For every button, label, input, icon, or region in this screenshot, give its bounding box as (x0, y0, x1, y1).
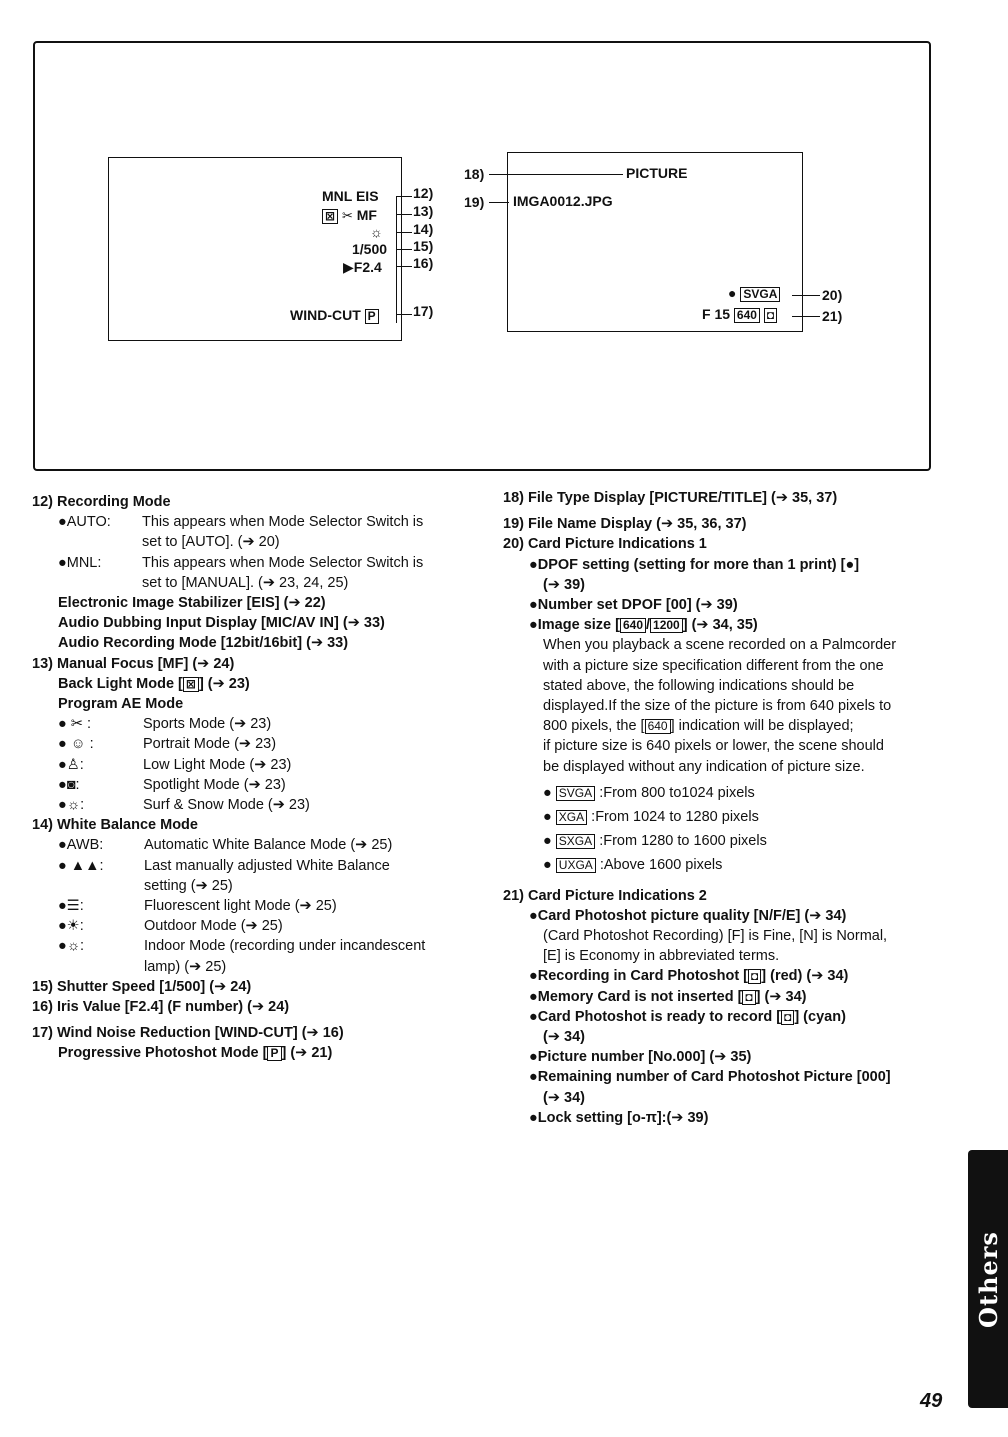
lock-line (503, 1108, 943, 1128)
size-para-4: displayed.If the size of the picture is from 640 pixels to (543, 698, 892, 715)
callout-17: 17) (413, 303, 434, 319)
heading-12: 12) Recording Mode (32, 494, 171, 510)
callout-line-19 (489, 202, 509, 203)
callout-20: 20) (822, 287, 843, 303)
size-para-3: stated above, the following indications should be (543, 677, 855, 694)
dpof-dot-icon: ● (728, 285, 737, 301)
file-name-label: IMGA0012.JPG (513, 193, 613, 209)
section-tab (968, 1150, 1008, 1408)
ready-text-b: ] (cyan) (794, 1008, 846, 1025)
heading-21: 21) Card Picture Indications 2 (503, 887, 707, 904)
surf-snow-mode-icon: ●☼: (58, 797, 85, 814)
card-photoshot-rec-icon: ◘ (748, 969, 761, 984)
size-para-5b: ] indication will be displayed; (670, 718, 854, 735)
progressive-line (32, 1043, 472, 1063)
callout-14: 14) (413, 221, 434, 237)
progressive-text-b: ] (➔ 21) (281, 1045, 333, 1062)
callout-line-17 (396, 314, 412, 315)
awb-sun-icon: ☼ (370, 224, 383, 240)
size-para-5a: 800 pixels, the [ (543, 718, 645, 735)
image-size-text-a: ●Image size [ (529, 617, 620, 634)
osd-mnl-eis: MNL EIS (322, 188, 379, 204)
heading-14: 14) White Balance Mode (32, 817, 198, 834)
heading-17: 17) Wind Noise Reduction [WIND-CUT] (➔ 16) (32, 1025, 344, 1042)
callout-16: 16) (413, 255, 434, 271)
surf-snow-mode-text: Surf & Snow Mode (➔ 23) (143, 797, 310, 814)
portrait-mode-text: Portrait Mode (➔ 23) (143, 736, 277, 753)
dpof-line-1: ●DPOF setting (setting for more than 1 print) [●] (529, 556, 860, 573)
backlight-text-a: Back Light Mode [ (58, 675, 183, 692)
callout-line-20 (792, 295, 820, 296)
eis-line: Electronic Image Stabilizer [EIS] (➔ 22) (58, 595, 326, 612)
sxga-icon: SXGA (556, 834, 595, 849)
quality-line-1: ●Card Photoshot picture quality [N/F/E] (➔ 34) (529, 907, 847, 924)
callout-18: 18) (464, 166, 485, 182)
uxga-text: :Above 1600 pixels (599, 857, 723, 874)
dubbing-line: Audio Dubbing Input Display [MIC/AV IN] (➔ 33) (58, 615, 385, 632)
fluorescent-icon: ●☰: (58, 898, 84, 915)
osd-mf-row (322, 207, 377, 224)
indoor-text-1: Indoor Mode (recording under incandescent (144, 938, 426, 955)
callout-line-12 (396, 196, 412, 197)
sports-mode-text: Sports Mode (➔ 23) (143, 716, 272, 733)
size-xga-item: ● XGA :From 1024 to 1280 pixels (543, 809, 759, 826)
xga-icon: XGA (556, 810, 587, 825)
size-para-7: be displayed without any indication of picture size. (543, 758, 865, 775)
uxga-icon: UXGA (556, 858, 596, 873)
portrait-mode-item (32, 734, 472, 754)
auto-text-1: This appears when Mode Selector Switch is (142, 514, 424, 531)
callout-line-21 (792, 316, 820, 317)
osd-iris: ▶F2.4 (343, 259, 382, 275)
size-uxga-item: ● UXGA :Above 1600 pixels (543, 857, 723, 874)
awb-item (32, 835, 472, 855)
back-light-mode-icon: ⊠ (183, 677, 199, 692)
sxga-text: :From 1280 to 1600 pixels (599, 833, 767, 850)
audio-rec-line: Audio Recording Mode [12bit/16bit] (➔ 33) (58, 635, 349, 652)
size-1200-icon: 1200 (650, 618, 683, 633)
callout-13: 13) (413, 203, 434, 219)
number-set-line: ●Number set DPOF [00] (➔ 39) (529, 597, 738, 614)
mnl-text-2: set to [MANUAL]. (➔ 23, 24, 25) (142, 574, 349, 591)
osd-wind-cut-label: WIND-CUT (290, 307, 361, 323)
indoor-item (32, 936, 472, 956)
low-light-mode-text: Low Light Mode (➔ 23) (143, 756, 292, 773)
left-column (32, 492, 472, 1064)
right-column (503, 488, 943, 1128)
auto-key: ●AUTO: (58, 514, 111, 531)
sports-mode-icon: ● ✂ : (58, 716, 92, 733)
heading-16: 16) Iris Value [F2.4] (F number) (➔ 24) (32, 999, 290, 1016)
awb-key: ●AWB: (58, 837, 104, 854)
callout-line-13 (396, 214, 412, 215)
file-type-label: PICTURE (626, 165, 688, 181)
mnl-item (32, 553, 472, 573)
size-para-5 (503, 716, 943, 736)
spotlight-mode-text: Spotlight Mode (➔ 23) (143, 776, 286, 793)
awb-text: Automatic White Balance Mode (➔ 25) (144, 837, 393, 854)
surf-snow-mode-item (32, 795, 472, 815)
remaining-line-2: (➔ 34) (543, 1089, 585, 1106)
callout-19: 19) (464, 194, 485, 210)
image-size-line (503, 615, 943, 635)
size-640-inline-icon: 640 (645, 719, 671, 734)
outdoor-text: Outdoor Mode (➔ 25) (144, 918, 283, 935)
xga-text: :From 1024 to 1280 pixels (591, 809, 759, 826)
backlight-text-b: ] (➔ 23) (198, 675, 250, 692)
portrait-mode-icon: ● ☺ : (58, 736, 94, 753)
back-light-icon: ⊠ (322, 209, 338, 224)
callout-12: 12) (413, 185, 434, 201)
callout-line-18 (489, 174, 623, 175)
size-sxga-item: ● SXGA :From 1280 to 1600 pixels (543, 833, 767, 850)
size-para-6: if picture size is 640 pixels or lower, the scene should (543, 738, 884, 755)
sports-mode-icon: ✂ (341, 208, 353, 223)
card-not-inserted-icon: ◘ (742, 990, 755, 1005)
heading-19: 19) File Name Display (➔ 35, 36, 37) (503, 516, 747, 533)
lock-text-a: ●Lock setting [ (529, 1109, 633, 1126)
card-ready-icon: ◘ (781, 1010, 794, 1025)
heading-13: 13) Manual Focus [MF] (➔ 24) (32, 655, 235, 672)
size-640-box: 640 (734, 308, 760, 323)
card-photoshot-icon: ◘ (764, 308, 777, 323)
page-number: 49 (920, 1390, 943, 1412)
memory-text-b: ] (➔ 34) (755, 988, 807, 1005)
callout-15: 15) (413, 238, 434, 254)
ready-line (503, 1007, 943, 1027)
callout-line-15 (396, 249, 412, 250)
osd-quality-row (702, 306, 777, 323)
progressive-mode-box: P (267, 1046, 281, 1061)
auto-text-2: set to [AUTO]. (➔ 20) (142, 534, 280, 551)
callout-21: 21) (822, 308, 843, 324)
recording-text-b: ] (red) (➔ 34) (761, 968, 849, 985)
indoor-text-2: lamp) (➔ 25) (144, 958, 227, 975)
memory-card-line (503, 987, 943, 1007)
mnl-text-1: This appears when Mode Selector Switch is (142, 554, 424, 571)
low-light-mode-item (32, 755, 472, 775)
picture-number-line: ●Picture number [No.000] (➔ 35) (529, 1049, 752, 1066)
size-svga-item: ● SVGA :From 800 to1024 pixels (543, 784, 755, 801)
heading-18: 18) File Type Display [PICTURE/TITLE] (➔ 35, 37) (503, 490, 838, 506)
auto-item (32, 512, 472, 532)
program-ae-line: Program AE Mode (58, 696, 184, 713)
recording-line (503, 966, 943, 986)
osd-wind-cut (290, 307, 379, 324)
last-wb-text-2: setting (➔ 25) (144, 877, 233, 894)
quality-line-3: [E] is Economy in abbreviated terms. (543, 948, 780, 965)
fluorescent-text: Fluorescent light Mode (➔ 25) (144, 898, 337, 915)
dpof-line-2: (➔ 39) (543, 576, 585, 593)
section-tab-label: Others (973, 1230, 1003, 1328)
low-light-mode-icon: ●♙: (58, 756, 84, 773)
image-size-sep: / (646, 617, 651, 634)
osd-dpof-size (728, 285, 780, 302)
image-size-text-b: ] (➔ 34, 35) (682, 617, 758, 634)
backlight-line (32, 674, 472, 694)
ready-line-2: (➔ 34) (543, 1029, 585, 1046)
svga-text: :From 800 to1024 pixels (599, 784, 755, 801)
lock-text-b: ]:(➔ 39) (656, 1109, 709, 1126)
sports-mode-item (32, 714, 472, 734)
callout-line-14 (396, 232, 412, 233)
osd-shutter: 1/500 (352, 241, 388, 257)
callout-line-16 (396, 266, 412, 267)
spotlight-mode-item (32, 775, 472, 795)
remaining-line-1: ●Remaining number of Card Photoshot Picture [000] (529, 1069, 891, 1086)
spotlight-mode-icon: ●◙: (58, 776, 80, 793)
outdoor-sun-icon: ●☀: (58, 918, 84, 935)
progressive-text-a: Progressive Photoshot Mode [ (58, 1045, 268, 1062)
last-wb-item (32, 856, 472, 876)
progressive-box: P (365, 309, 379, 324)
quality-remaining: F 15 (702, 306, 731, 322)
svga-box: SVGA (740, 287, 780, 302)
indoor-lamp-icon: ●☼: (58, 938, 85, 955)
fluorescent-item (32, 896, 472, 916)
heading-15: 15) Shutter Speed [1/500] (➔ 24) (32, 978, 252, 995)
osd-mf: MF (356, 207, 377, 223)
last-wb-icon: ● ▲▲: (58, 857, 104, 874)
lock-key-icon: o-π (632, 1109, 657, 1126)
size-para-1: When you playback a scene recorded on a Palmcorder (543, 637, 897, 654)
size-para-2: with a picture size specification different from the one (543, 657, 884, 674)
recording-text-a: ●Recording in Card Photoshot [ (529, 968, 749, 985)
heading-20: 20) Card Picture Indications 1 (503, 536, 707, 553)
outdoor-item (32, 916, 472, 936)
quality-line-2: (Card Photoshot Recording) [F] is Fine, [N] is Normal, (543, 928, 888, 945)
mnl-key: ●MNL: (58, 554, 102, 571)
svga-icon: SVGA (556, 786, 595, 801)
last-wb-text-1: Last manually adjusted White Balance (144, 857, 390, 874)
ready-text-a: ●Card Photoshot is ready to record [ (529, 1008, 782, 1025)
callout-vline-left (396, 196, 397, 323)
size-640-icon: 640 (620, 618, 646, 633)
memory-text-a: ●Memory Card is not inserted [ (529, 988, 743, 1005)
